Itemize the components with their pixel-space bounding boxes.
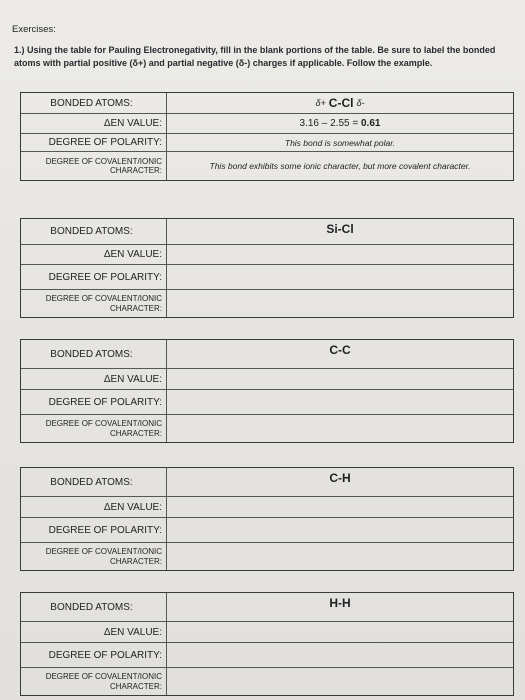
character-blank[interactable] (167, 290, 513, 317)
polarity-label: DEGREE OF POLARITY: (21, 265, 167, 289)
polarity-label: DEGREE OF POLARITY: (21, 390, 167, 414)
polarity-label: DEGREE OF POLARITY: (21, 643, 167, 667)
character-label-line1: DEGREE OF COVALENT/IONIC (45, 419, 162, 428)
bonded-atoms-label: BONDED ATOMS: (21, 593, 167, 621)
character-row (21, 668, 513, 695)
en-expression: 3.16 – 2.55 = (299, 118, 359, 129)
character-label-line1: DEGREE OF COVALENT/IONIC (45, 294, 162, 303)
bonded-atoms-row (21, 593, 513, 622)
character-label (21, 668, 167, 695)
character-label (21, 152, 167, 180)
polarity-row (21, 390, 513, 415)
character-label-line2: CHARACTER: (109, 166, 162, 175)
exercise-bond: C-C (329, 343, 351, 357)
en-value-blank[interactable] (167, 245, 513, 264)
exercise-bond: Si-Cl (326, 222, 354, 236)
character-row (21, 152, 513, 180)
en-value-blank[interactable] (167, 369, 513, 389)
exercise-table-4 (20, 592, 514, 696)
en-value-blank[interactable] (167, 622, 513, 642)
character-label-line2: CHARACTER: (109, 556, 162, 566)
exercise-bond: H-H (329, 596, 351, 610)
character-label (21, 415, 167, 442)
partial-negative-label: δ- (356, 98, 365, 108)
polarity-blank[interactable] (167, 643, 513, 667)
exercise-table-3 (20, 467, 514, 571)
character-label-line1: DEGREE OF COVALENT/IONIC (45, 672, 162, 681)
instructions-text: 1.) Using the table for Pauling Electronegativity, fill in the blank portions of the table. Be sure to label the bonded atoms with partial positive (δ+) and partial negative (δ-) charges if applicable. Follow the example. (14, 45, 496, 68)
exercises-heading: Exercises: (12, 24, 56, 35)
bonded-atoms-value (167, 93, 513, 113)
character-blank[interactable] (167, 415, 513, 442)
character-label-line2: CHARACTER: (109, 681, 162, 691)
polarity-row (21, 265, 513, 290)
en-value-cell (167, 114, 513, 133)
bonded-atoms-label: BONDED ATOMS: (21, 219, 167, 244)
en-value-row (21, 622, 513, 643)
character-label-line2: CHARACTER: (109, 303, 162, 313)
character-value: This bond exhibits some ionic character, but more covalent character. (209, 161, 471, 171)
partial-positive-label: δ+ (315, 98, 326, 108)
en-value-row (21, 114, 513, 134)
bonded-atoms-row (21, 219, 513, 245)
polarity-blank[interactable] (167, 518, 513, 542)
example-table (20, 92, 514, 181)
polarity-row (21, 518, 513, 543)
character-row (21, 290, 513, 317)
en-value-row (21, 245, 513, 265)
en-value-label: ΔEN VALUE: (21, 369, 167, 389)
en-value-blank[interactable] (167, 497, 513, 517)
character-label-line2: CHARACTER: (109, 428, 162, 438)
polarity-row (21, 134, 513, 152)
polarity-blank[interactable] (167, 390, 513, 414)
en-value-label: ΔEN VALUE: (21, 497, 167, 517)
character-row (21, 415, 513, 442)
character-label-line1: DEGREE OF COVALENT/IONIC (45, 547, 162, 556)
bonded-atoms-row (21, 93, 513, 114)
polarity-blank[interactable] (167, 265, 513, 289)
polarity-label: DEGREE OF POLARITY: (21, 134, 167, 151)
bonded-atoms-row (21, 340, 513, 369)
exercise-table-1 (20, 218, 514, 318)
exercise-bond: C-H (329, 471, 351, 485)
character-label-line1: DEGREE OF COVALENT/IONIC (45, 156, 162, 166)
en-result: 0.61 (360, 118, 381, 129)
bonded-atoms-row (21, 468, 513, 497)
exercise-table-2 (20, 339, 514, 443)
character-row (21, 543, 513, 570)
bonded-atoms-label: BONDED ATOMS: (21, 468, 167, 496)
en-value-label: ΔEN VALUE: (21, 114, 167, 133)
polarity-row (21, 643, 513, 668)
polarity-value: This bond is somewhat polar. (284, 137, 396, 148)
en-value-row (21, 497, 513, 518)
bonded-atoms-label: BONDED ATOMS: (21, 340, 167, 368)
en-value-label: ΔEN VALUE: (21, 245, 167, 264)
bonded-atoms-label: BONDED ATOMS: (21, 93, 167, 113)
example-bond: C-Cl (328, 96, 354, 110)
character-label (21, 543, 167, 570)
character-blank[interactable] (167, 543, 513, 570)
en-value-row (21, 369, 513, 390)
character-blank[interactable] (167, 668, 513, 695)
character-label (21, 290, 167, 317)
polarity-label: DEGREE OF POLARITY: (21, 518, 167, 542)
en-value-label: ΔEN VALUE: (21, 622, 167, 642)
